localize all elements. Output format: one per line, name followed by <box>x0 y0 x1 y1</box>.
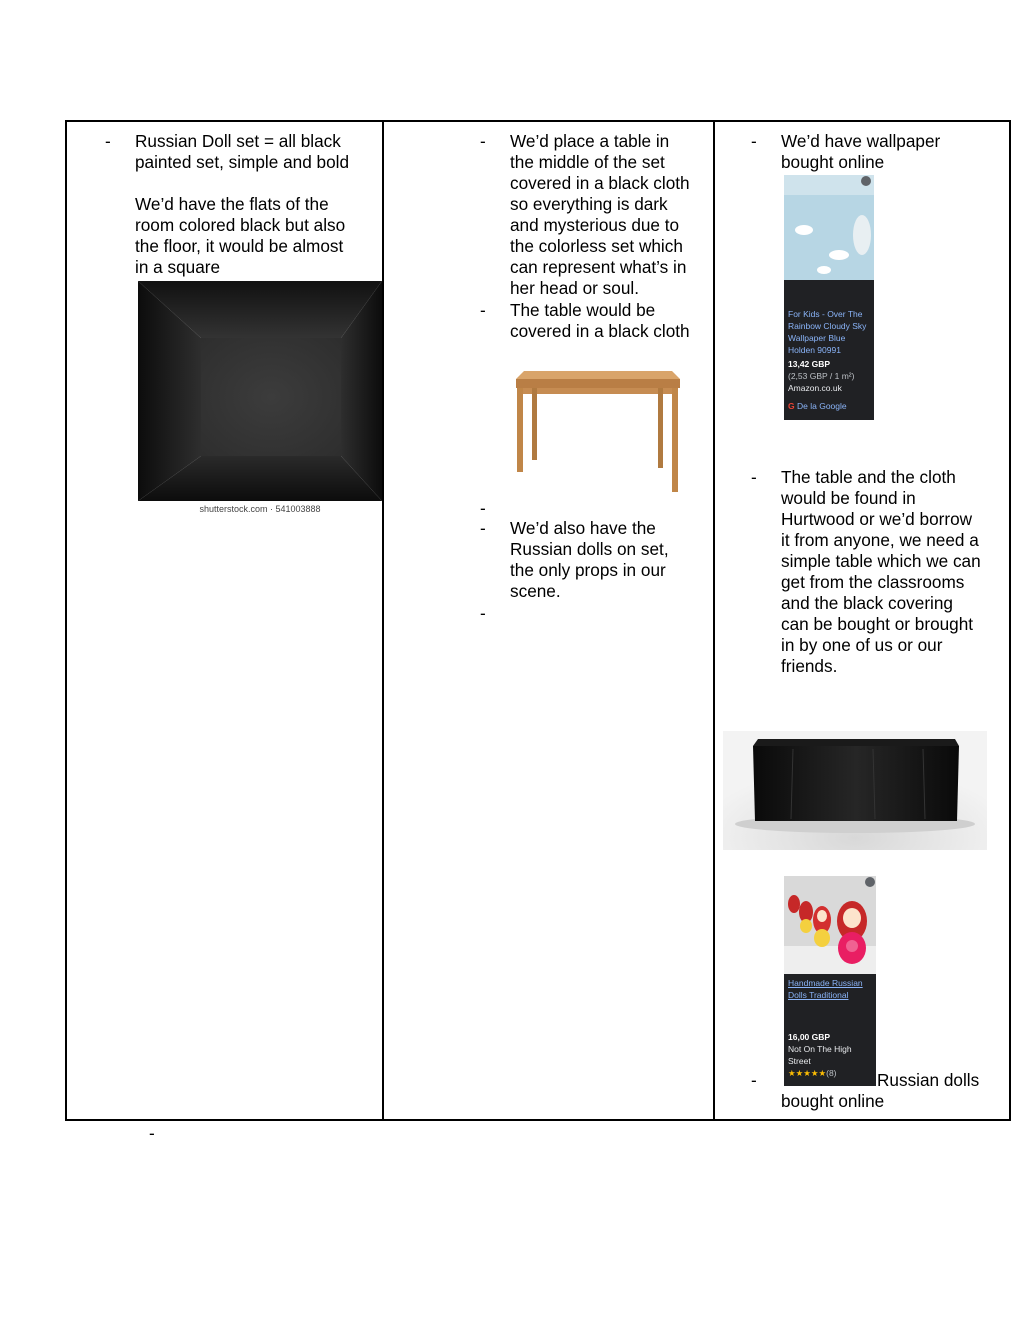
col1-item1b: We’d have the flats of the room colored black but also the floor, it would be almost in a square <box>135 194 346 277</box>
col1-item1: Russian Doll set = all black painted set, simple and bold <box>135 131 350 172</box>
bullet: - <box>751 131 757 151</box>
google-source: G De la Google <box>788 401 847 411</box>
wallpaper-store: Amazon.co.uk <box>788 383 842 393</box>
col3-item3-line2: bought online <box>781 1091 885 1111</box>
column-divider-2 <box>713 122 715 1119</box>
dolls-price: 16,00 GBP <box>788 1032 831 1042</box>
dolls-snippet: Handmade Russian Dolls Traditional 16,00 GBP Not On The High Street ★★★★★(8) <box>784 974 876 1081</box>
wallpaper-product-card[interactable] <box>784 175 874 420</box>
image-caption: shutterstock.com · 541003888 <box>199 504 321 514</box>
bullet: - <box>149 1123 155 1143</box>
wallpaper-price: 13,42 GBP <box>788 359 831 369</box>
bullet: - <box>480 131 486 151</box>
bullet: - <box>480 518 486 538</box>
col3-item1: We’d have wallpaper bought online <box>781 131 941 172</box>
bullet: - <box>480 603 486 623</box>
star-rating-icon: ★★★★★ <box>788 1068 827 1078</box>
col2-item3: We’d also have the Russian dolls on set, the only props in our scene. <box>510 518 669 601</box>
wallpaper-snippet: For Kids - Over The Rainbow Cloudy Sky Wallpaper Blue Holden 90991 13,42 GBP (2,53 GBP / 1 m²) Amazon.co.uk G De la Google <box>784 280 874 414</box>
black-cloth-table-image <box>723 731 987 850</box>
bullet: - <box>480 498 486 518</box>
russian-dolls-image <box>784 876 876 974</box>
col3-item2: The table and the cloth would be found in Hurtwood or we’d borrow it from anyone, we need a simple table which we can get from the classrooms and the black covering can be bought or brought in by one of us or our friends. <box>781 467 981 676</box>
bullet: - <box>751 467 757 487</box>
wooden-table-image <box>512 365 682 495</box>
russian-dolls-product-card[interactable] <box>784 876 876 1086</box>
col2-item1: We’d place a table in the middle of the set covered in a black cloth so everything is dark and mysterious due to the colorless set which can represent what’s in her head or soul. <box>510 131 690 298</box>
wallpaper-unit-price: (2,53 GBP / 1 m²) <box>788 371 855 381</box>
column-divider-1 <box>382 122 384 1119</box>
col2-item2: The table would be covered in a black cloth <box>510 300 690 341</box>
dolls-rating: ★★★★★(8) <box>788 1068 837 1078</box>
black-room-image <box>138 281 382 517</box>
bullet: - <box>105 131 111 151</box>
google-icon: G <box>788 401 795 411</box>
bullet: - <box>480 300 486 320</box>
wallpaper-roll-image <box>784 175 874 280</box>
bullet: - <box>751 1070 757 1090</box>
col3-item3-line1: Russian dolls <box>877 1070 980 1090</box>
